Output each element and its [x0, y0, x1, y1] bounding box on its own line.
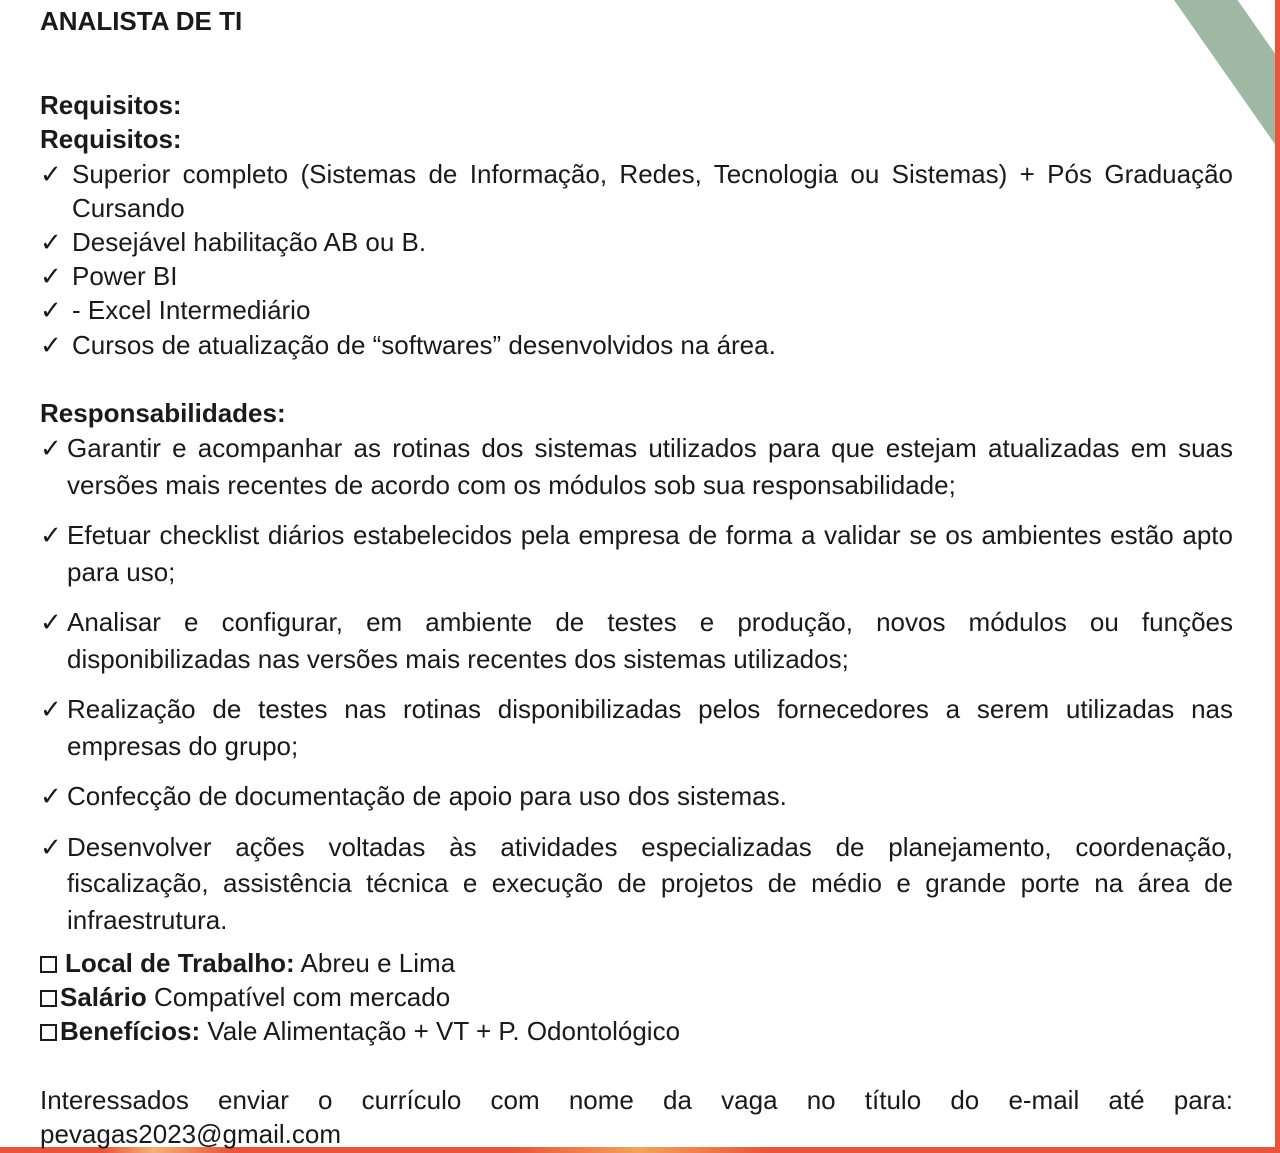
check-icon: ✓ [40, 261, 62, 292]
salary-label: Salário [60, 982, 147, 1013]
requirements-section [40, 88, 1233, 362]
responsibility-text: Desenvolver ações voltadas às atividades especializadas de planejamento, coordenação, fiscalização, assistência técnica e execução de projetos de médio e grande porte na área de infraestrutura. [67, 831, 1233, 935]
responsibility-text: Confecção de documentação de apoio para uso dos sistemas. [67, 781, 787, 812]
job-posting [40, 4, 1233, 1151]
requirement-text: Superior completo (Sistemas de Informação, Redes, Tecnologia ou Sistemas) + Pós Graduação Cursando [72, 158, 1233, 223]
list-item [40, 691, 1233, 764]
requirement-text: Cursos de atualização de “softwares” desenvolvidos na área. [72, 329, 776, 360]
contact-paragraph [40, 1083, 1233, 1151]
check-icon: ✓ [40, 694, 62, 725]
requirements-heading: Requisitos: [40, 90, 182, 121]
list-item [40, 517, 1233, 590]
benefits-row [40, 1014, 1233, 1048]
responsibilities-heading: Responsabilidades: [40, 397, 286, 428]
requirement-text: Desejável habilitação AB ou B. [72, 227, 427, 258]
responsibilities-section [40, 396, 1233, 938]
responsibility-text: Garantir e acompanhar as rotinas dos sistemas utilizados para que estejam atualizadas em suas versões mais recentes de acordo com os módulos sob sua responsabilidade; [67, 433, 1233, 500]
list-item [40, 778, 1233, 815]
list-item [40, 430, 1233, 503]
salary-row [40, 980, 1233, 1014]
benefits-label: Benefícios: [60, 1016, 201, 1047]
list-item [40, 293, 1233, 327]
check-icon: ✓ [40, 781, 62, 812]
check-icon: ✓ [40, 295, 62, 326]
requirement-text: Power BI [72, 261, 178, 292]
list-item [40, 829, 1233, 939]
list-item [40, 604, 1233, 677]
contact-email[interactable]: pevagas2023@gmail.com [40, 1118, 342, 1149]
check-icon: ✓ [40, 607, 62, 638]
responsibility-text: Realização de testes nas rotinas disponibilizadas pelos fornecedores a serem utilizadas nas empresas do grupo; [67, 694, 1233, 761]
list-item [40, 157, 1233, 225]
list-item [40, 328, 1233, 362]
check-icon: ✓ [40, 329, 62, 360]
list-item [40, 225, 1233, 259]
responsibility-text: Analisar e configurar, em ambiente de testes e produção, novos módulos ou funções disponibilizadas nas versões mais recentes dos sistemas utilizados; [67, 607, 1233, 674]
location-value: Abreu e Lima [300, 948, 456, 979]
list-item [40, 259, 1233, 293]
salary-value: Compatível com mercado [153, 982, 451, 1013]
location-row [40, 946, 1233, 980]
benefits-value: Vale Alimentação + VT + P. Odontológico [207, 1016, 681, 1047]
requirement-text: - Excel Intermediário [72, 295, 311, 326]
check-icon: ✓ [40, 520, 62, 551]
check-icon: ✓ [40, 158, 62, 189]
job-info [40, 946, 1233, 1049]
contact-text: Interessados enviar o currículo com nome da vaga no título do e-mail até para: [40, 1084, 1233, 1115]
checkbox-icon [40, 956, 57, 973]
checkbox-icon [40, 1024, 57, 1041]
job-title: ANALISTA DE TI [40, 6, 243, 36]
location-label: Local de Trabalho: [65, 948, 295, 979]
check-icon: ✓ [40, 227, 62, 258]
requirements-heading-repeat: Requisitos: [40, 124, 182, 155]
checkbox-icon [40, 990, 57, 1007]
check-icon: ✓ [40, 433, 62, 464]
check-icon: ✓ [40, 831, 62, 862]
responsibility-text: Efetuar checklist diários estabelecidos pela empresa de forma a validar se os ambientes estão apto para uso; [67, 520, 1233, 587]
right-border [1275, 0, 1280, 1153]
